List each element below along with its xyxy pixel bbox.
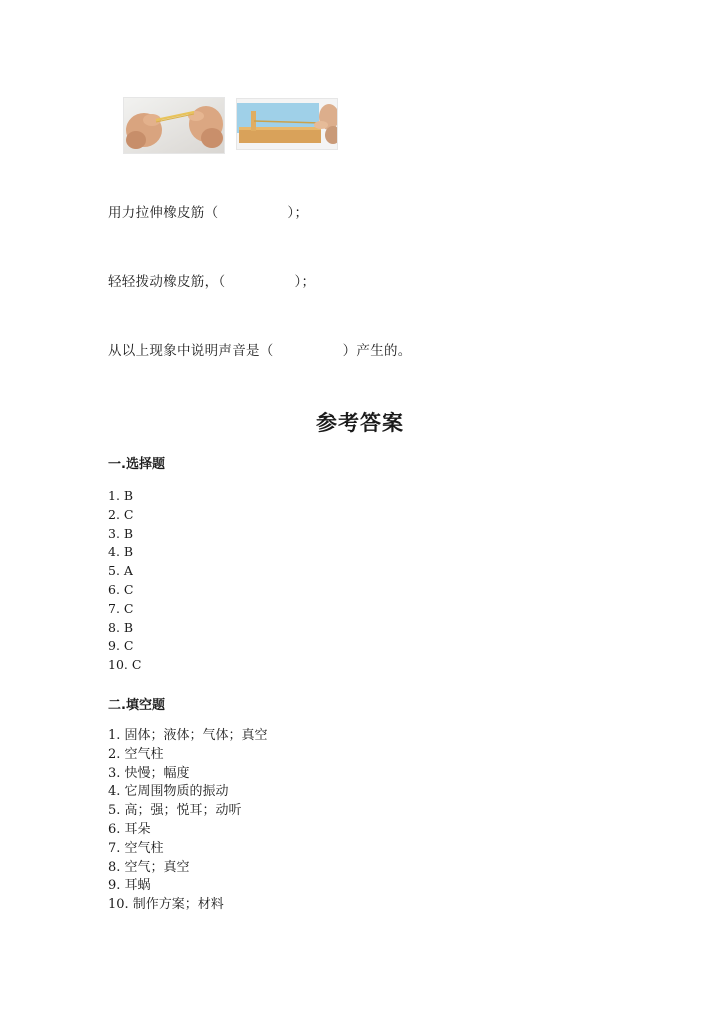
fill-in-answer: 2. 空气柱 xyxy=(108,746,164,762)
rubber-band-pluck-photo xyxy=(236,98,338,150)
choice-answer: 7. C xyxy=(108,600,134,616)
fill-in-answer: 3. 快慢；幅度 xyxy=(108,765,190,781)
choice-answer: 2. C xyxy=(108,506,134,522)
choice-answer: 8. B xyxy=(108,619,134,635)
question-stretch-rubber-band: 用力拉伸橡皮筋（ ）； xyxy=(108,205,309,221)
choice-answer: 10. C xyxy=(108,657,142,673)
fill-in-answer-list xyxy=(108,727,268,915)
choice-answer: 9. C xyxy=(108,638,134,654)
fill-in-answer: 9. 耳蜗 xyxy=(108,878,151,894)
rubber-band-stretch-photo xyxy=(123,97,225,154)
question-pluck-rubber-band: 轻轻拨动橡皮筋，（ ）； xyxy=(108,274,316,290)
fill-in-answer: 6. 耳朵 xyxy=(108,821,151,837)
choice-answer: 6. C xyxy=(108,581,134,597)
fill-in-answer: 10. 制作方案；材料 xyxy=(108,897,224,913)
fill-in-answer: 1. 固体；液体；气体；真空 xyxy=(108,728,268,743)
answer-key-title: 参考答案 xyxy=(316,410,404,435)
fill-in-section-heading: 二.填空题 xyxy=(108,698,165,713)
choice-answer: 5. A xyxy=(108,563,133,579)
choice-section-heading: 一.选择题 xyxy=(108,457,165,472)
choice-answer: 3. B xyxy=(108,525,134,541)
fill-in-answer: 7. 空气柱 xyxy=(108,840,164,856)
choice-answer: 1. B xyxy=(108,488,134,503)
question-sound-conclusion: 从以上现象中说明声音是（ ）产生的。 xyxy=(108,343,412,359)
choice-answer-list xyxy=(108,487,141,675)
fill-in-answer: 4. 它周围物质的振动 xyxy=(108,784,229,800)
choice-answer: 4. B xyxy=(108,544,134,560)
fill-in-answer: 8. 空气；真空 xyxy=(108,859,190,875)
fill-in-answer: 5. 高；强；悦耳；动听 xyxy=(108,803,242,819)
